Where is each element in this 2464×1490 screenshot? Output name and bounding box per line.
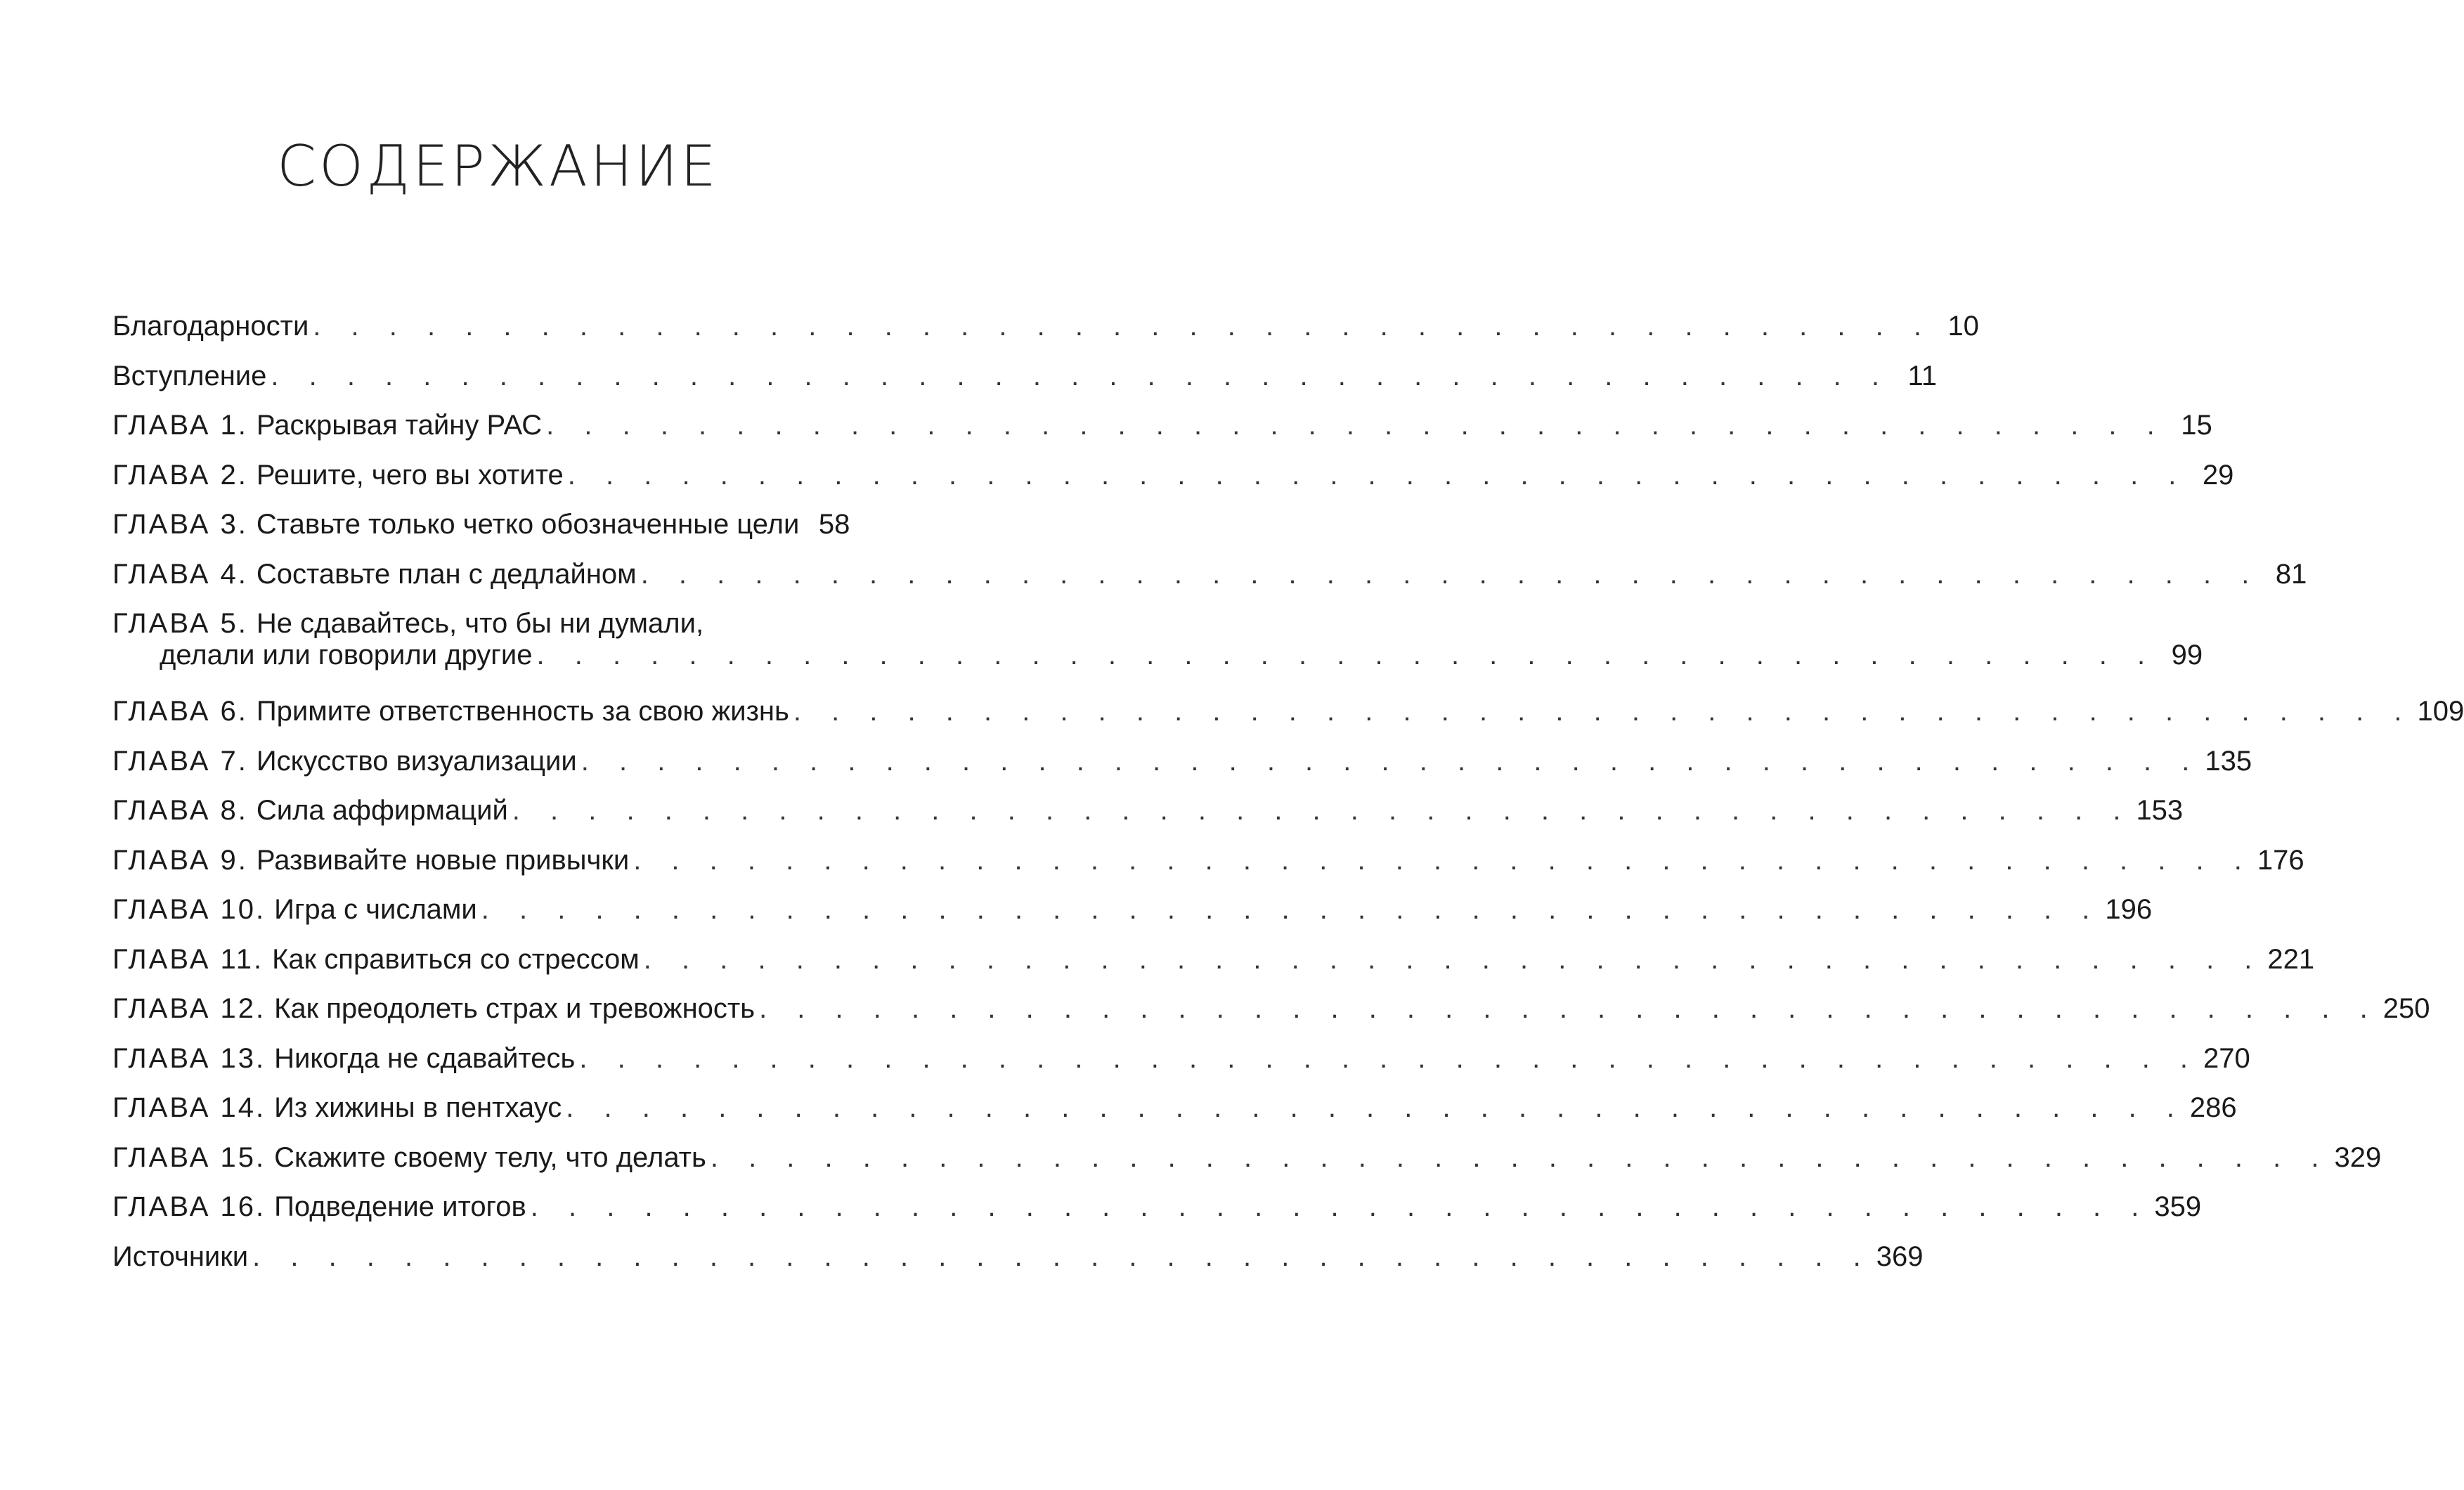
dot-leader: . . . . . . . . . . . . . . . . . . . . . . . . . . . . . . . . . . . . . . . . . . . bbox=[313, 311, 1933, 342]
dot-leader: . . . . . . . . . . . . . . . . . . . . . . . . . . . . . . . . . . . . . . . . . . . bbox=[481, 894, 2101, 925]
page-number: 81 bbox=[2275, 558, 2307, 590]
page-number: 153 bbox=[2136, 795, 2184, 826]
toc-entry-sources[interactable] bbox=[112, 1240, 1924, 1291]
dot-leader: . . . . . . . . . . . . . . . . . . . . . . . . . . . . . . . . . . . . . . . . . . . bbox=[546, 410, 2166, 441]
page-number: 329 bbox=[2334, 1141, 2382, 1173]
chapter-label: ГЛАВА 3. bbox=[112, 509, 248, 540]
page-number: 221 bbox=[2267, 943, 2315, 975]
entry-title: Не сдавайтесь, что бы ни думали, bbox=[256, 608, 704, 639]
page-number: 359 bbox=[2154, 1191, 2202, 1222]
chapter-label: ГЛАВА 8. bbox=[112, 795, 248, 826]
dot-leader: . . . . . . . . . . . . . . . . . . . . . . . . . . . . . . . . . . . . . . . . . . . bbox=[567, 459, 2188, 491]
toc-entry-chapter-7[interactable] bbox=[112, 745, 2252, 796]
toc-entry-chapter-15[interactable] bbox=[112, 1141, 2382, 1192]
page-number: 99 bbox=[2171, 640, 2203, 670]
toc-entry-chapter-12[interactable] bbox=[112, 993, 2430, 1043]
page-number: 29 bbox=[2202, 459, 2234, 491]
entry-first-line bbox=[112, 608, 849, 640]
entry-title: Ставьте только четко обозначенные цели bbox=[256, 509, 800, 540]
page-number: 109 bbox=[2417, 696, 2464, 727]
chapter-label: ГЛАВА 7. bbox=[112, 745, 248, 777]
entry-title: Составьте план с дедлайном bbox=[256, 558, 637, 590]
toc-entry-chapter-6[interactable] bbox=[112, 696, 2464, 746]
entry-second-line bbox=[112, 640, 2203, 689]
chapter-label: ГЛАВА 11. bbox=[112, 943, 264, 975]
toc-entry-acknowledgements[interactable] bbox=[112, 311, 1979, 361]
dot-leader: . . . . . . . . . . . . . . . . . . . . . . . . . . . . . . . . . . . . . . . . . . . bbox=[566, 1092, 2186, 1123]
dot-leader: . . . . . . . . . . . . . . . . . . . . . . . . . . . . . . . . . . . . . . . . . . . bbox=[793, 696, 2413, 727]
toc-entry-introduction[interactable] bbox=[112, 360, 1938, 410]
entry-title: Подведение итогов bbox=[274, 1191, 526, 1222]
chapter-label: ГЛАВА 13. bbox=[112, 1042, 266, 1074]
entry-title-continued: делали или говорили другие bbox=[160, 640, 533, 670]
entry-title: Как справиться со стрессом bbox=[272, 943, 640, 975]
dot-leader: . . . . . . . . . . . . . . . . . . . . . . . . . . . . . . . . . . . . . . . . . . . bbox=[633, 844, 2253, 876]
toc-entry-chapter-14[interactable] bbox=[112, 1092, 2237, 1142]
page-number: 196 bbox=[2105, 894, 2153, 925]
dot-leader: . . . . . . . . . . . . . . . . . . . . . . . . . . . . . . . . . . . . . . . . . . . bbox=[536, 640, 2157, 670]
page-number: 286 bbox=[2189, 1092, 2237, 1123]
page-number: 15 bbox=[2181, 410, 2212, 441]
toc-entry-chapter-9[interactable] bbox=[112, 844, 2304, 895]
entry-title: Решите, чего вы хотите bbox=[256, 459, 564, 491]
dot-leader: . . . . . . . . . . . . . . . . . . . . . . . . . . . . . . . . . . . . . . . . . . . bbox=[643, 943, 2264, 975]
dot-leader: . . . . . . . . . . . . . . . . . . . . . . . . . . . . . . . . . . . . . . . . . . . bbox=[710, 1141, 2330, 1173]
toc-entry-chapter-2[interactable] bbox=[112, 459, 2234, 510]
dot-leader: . . . . . . . . . . . . . . . . . . . . . . . . . . . . . . . . . . . . . . . . . . . bbox=[530, 1191, 2151, 1222]
toc-entry-chapter-10[interactable] bbox=[112, 894, 2153, 944]
chapter-label: ГЛАВА 9. bbox=[112, 844, 248, 876]
toc-entry-chapter-11[interactable] bbox=[112, 943, 2315, 994]
entry-title: Благодарности bbox=[112, 311, 309, 342]
page-number: 369 bbox=[1876, 1240, 1924, 1272]
page-number: 58 bbox=[818, 509, 850, 540]
toc-entry-chapter-1[interactable] bbox=[112, 410, 2212, 460]
dot-leader: . . . . . . . . . . . . . . . . . . . . . . . . . . . . . . . . . . . . . . . . . . . bbox=[512, 795, 2132, 826]
chapter-label: ГЛАВА 1. bbox=[112, 410, 248, 441]
page-title: СОДЕРЖАНИЕ bbox=[277, 134, 719, 199]
chapter-label: ГЛАВА 6. bbox=[112, 696, 248, 727]
toc-entry-chapter-16[interactable] bbox=[112, 1191, 2202, 1241]
page-number: 10 bbox=[1947, 311, 1979, 342]
entry-title: Искусство визуализации bbox=[256, 745, 577, 777]
chapter-label: ГЛАВА 16. bbox=[112, 1191, 266, 1222]
page-number: 135 bbox=[2205, 745, 2252, 777]
entry-title: Из хижины в пентхаус bbox=[274, 1092, 562, 1123]
dot-leader: . . . . . . . . . . . . . . . . . . . . . . . . . . . . . . . . . . . . . . . . . . . bbox=[579, 1042, 2200, 1074]
dot-leader: . . . . . . . . . . . . . . . . . . . . . . . . . . . . . . . . . . . . . . . . . . . bbox=[271, 360, 1891, 391]
entry-title: Развивайте новые привычки bbox=[256, 844, 630, 876]
chapter-label: ГЛАВА 12. bbox=[112, 993, 266, 1024]
dot-leader: . . . . . . . . . . . . . . . . . . . . . . . . . . . . . . . . . . . . . . . . . . . bbox=[759, 993, 2379, 1024]
chapter-label: ГЛАВА 14. bbox=[112, 1092, 266, 1123]
toc-entry-chapter-4[interactable] bbox=[112, 558, 2307, 609]
page-number: 11 bbox=[1907, 360, 1938, 391]
dot-leader: . . . . . . . . . . . . . . . . . . . . . . . . . . . . . . . . . . . . . . . . . . . bbox=[640, 558, 2261, 590]
chapter-label: ГЛАВА 15. bbox=[112, 1141, 266, 1173]
table-of-contents bbox=[112, 311, 2464, 1290]
entry-title: Раскрывая тайну РАС bbox=[256, 410, 543, 441]
chapter-label: ГЛАВА 4. bbox=[112, 558, 248, 590]
chapter-label: ГЛАВА 2. bbox=[112, 459, 248, 491]
entry-title: Вступление bbox=[112, 360, 267, 391]
entry-title: Игра с числами bbox=[274, 894, 477, 925]
entry-title: Никогда не сдавайтесь bbox=[274, 1042, 576, 1074]
toc-entry-chapter-5[interactable] bbox=[112, 608, 2203, 689]
entry-title: Сила аффирмаций bbox=[256, 795, 508, 826]
entry-title: Примите ответственность за свою жизнь bbox=[256, 696, 789, 727]
toc-entry-chapter-8[interactable] bbox=[112, 795, 2184, 845]
dot-leader: . . . . . . . . . . . . . . . . . . . . . . . . . . . . . . . . . . . . . . . . . . . bbox=[252, 1240, 1872, 1272]
entry-title: Скажите своему телу, что делать bbox=[274, 1141, 706, 1173]
page-number: 176 bbox=[2257, 844, 2304, 876]
toc-entry-chapter-3[interactable] bbox=[112, 509, 849, 559]
page-number: 270 bbox=[2203, 1042, 2250, 1074]
chapter-label: ГЛАВА 5. bbox=[112, 608, 248, 639]
toc-entry-chapter-13[interactable] bbox=[112, 1042, 2250, 1093]
entry-title: Как преодолеть страх и тревожность bbox=[274, 993, 756, 1024]
page-number: 250 bbox=[2382, 993, 2430, 1024]
chapter-label: ГЛАВА 10. bbox=[112, 894, 266, 925]
entry-title: Источники bbox=[112, 1240, 249, 1272]
dot-leader: . . . . . . . . . . . . . . . . . . . . . . . . . . . . . . . . . . . . . . . . . . . bbox=[581, 745, 2201, 777]
